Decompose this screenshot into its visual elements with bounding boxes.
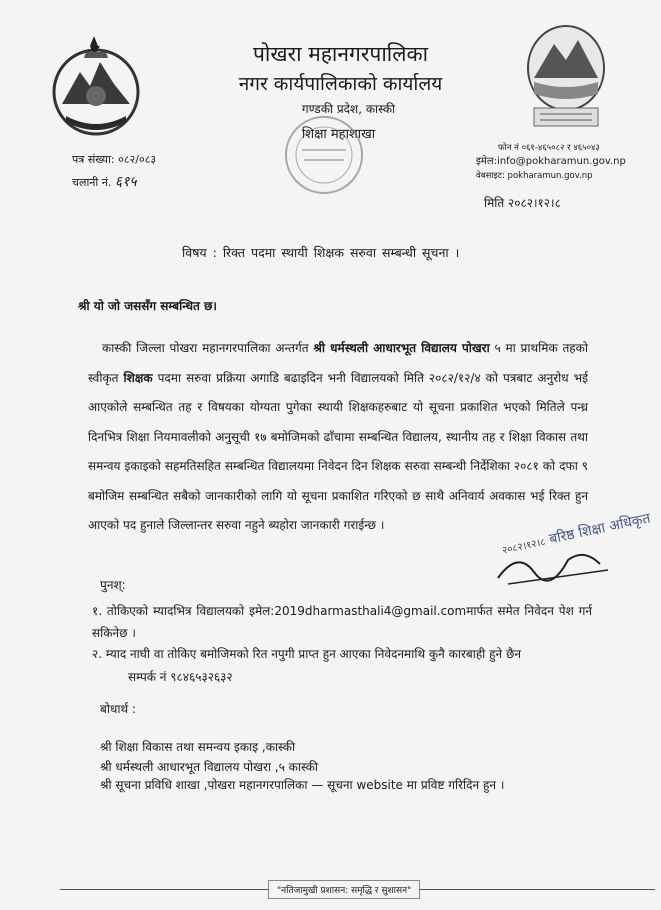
officer-title: बरिष्ठ शिक्षा अधिकृत — [547, 510, 652, 548]
postscript-item-2: २. म्याद नाघी वा तोकिए बमोजिमको रित नपुगी प्राप्त हुन आएका निवेदनमाथि कुनै कारबाही हुने छैन — [92, 647, 522, 661]
cc-heading: बोधार्थ : — [100, 702, 136, 716]
cc-item: श्री धर्मस्थली आधारभूत विद्यालय पोखरा ,५ कास्की — [100, 760, 318, 774]
email-line: इमेल:info@pokharamun.gov.np — [476, 156, 626, 167]
municipality-title: पोखरा महानगरपालिका — [252, 42, 429, 66]
office-title: नगर कार्यपालिकाको कार्यालय — [238, 73, 443, 95]
letter-date: मिति २०८२।१२।८ — [484, 196, 561, 210]
department-line: शिक्षा महाशाखा — [301, 127, 376, 142]
postscript-item-1: १. तोकिएको म्यादभित्र विद्यालयको इमेल:2019dharmasthali4@gmail.comमार्फत समेत निवेदन पेश गर्न सकिनेछ । — [92, 604, 592, 640]
body-text-3: पदमा सरुवा प्रक्रिया अगाडि बढाइदिन भनी विद्यालयको मिति २०८२/१२/४ को पत्रबाट अनुरोध भई आएकोले सम्बन्धित तह र विषयका योग्यता पुगेका स्थायी शिक्षकहरुबाट यो सूचना प्रकाशित भएको मितिले पन्ध्र दिनभित्र शिक्षा नियमावलीको अनुसूची १७ बमोजिमको ढाँचामा सम्बन्धित विद्यालय, स्थानीय तह र शिक्षा विकास तथा समन्वय इकाइको सहमतिसहित सम्बन्धित विद्यालयमा निवेदन दिन शिक्षक सरुवा सम्बन्धी निर्देशिका २०८१ को दफा ९ बमोजिम सम्बन्धित सबैको जानकारीको लागि यो सूचना प्रकाशित गरिएको छ साथै अनिवार्य अवकास भई रिक्त हुन आएको पद हुनाले जिल्लान्तर सरुवा नहुने ब्यहोरा जानकारी गराईन्छ । — [88, 370, 588, 532]
footer-motto: "नतिजामुखी प्रशासन: समृद्धि र सुशासन" — [268, 880, 420, 899]
cc-item: श्री सूचना प्रविधि शाखा ,पोखरा महानगरपालिका — सूचना website मा प्रविष्ट गरिदिन हुन । — [100, 778, 505, 792]
school-name: श्री धर्मस्थली आधारभूत विद्यालय पोखरा — [313, 341, 490, 355]
pokhara-logo-icon — [520, 22, 612, 130]
dispatch-label: चलानी नं. — [72, 176, 112, 189]
postscript-heading: पुनश्: — [100, 578, 126, 592]
dispatch-number: ६१५ — [114, 174, 137, 190]
body-text-1: कास्की जिल्ला पोखरा महानगरपालिका अन्तर्गत — [102, 341, 309, 355]
body-text-2: ५ मा प्राथमिक तहको स्वीकृत — [88, 341, 588, 385]
phone-line: फोन नं ०६१-४६५०८२ र ४६५०४३ — [498, 143, 600, 153]
cc-item: श्री शिक्षा विकास तथा समन्वय इकाइ ,कास्की — [100, 740, 296, 754]
post-name: शिक्षक — [123, 370, 153, 385]
signature-date: २०८२।१२।८ — [501, 536, 547, 557]
contact-number: सम्पर्क नं ९८४६५३२६३२ — [128, 670, 233, 684]
location-line: गण्डकी प्रदेश, कास्की — [301, 102, 396, 116]
notice-body — [88, 334, 588, 541]
letter-number: पत्र संख्या: ०८२/०८३ — [72, 153, 157, 166]
subject-line: विषय : रिक्त पदमा स्थायी शिक्षक सरुवा सम्बन्धी सूचना । — [182, 245, 460, 260]
website-line: वेबसाइट: pokharamun.gov.np — [476, 171, 593, 181]
addressee: श्री यो जो जससँग सम्बन्धित छ। — [78, 299, 217, 313]
office-seal-icon — [272, 110, 376, 200]
dispatch-number-row — [72, 172, 137, 191]
